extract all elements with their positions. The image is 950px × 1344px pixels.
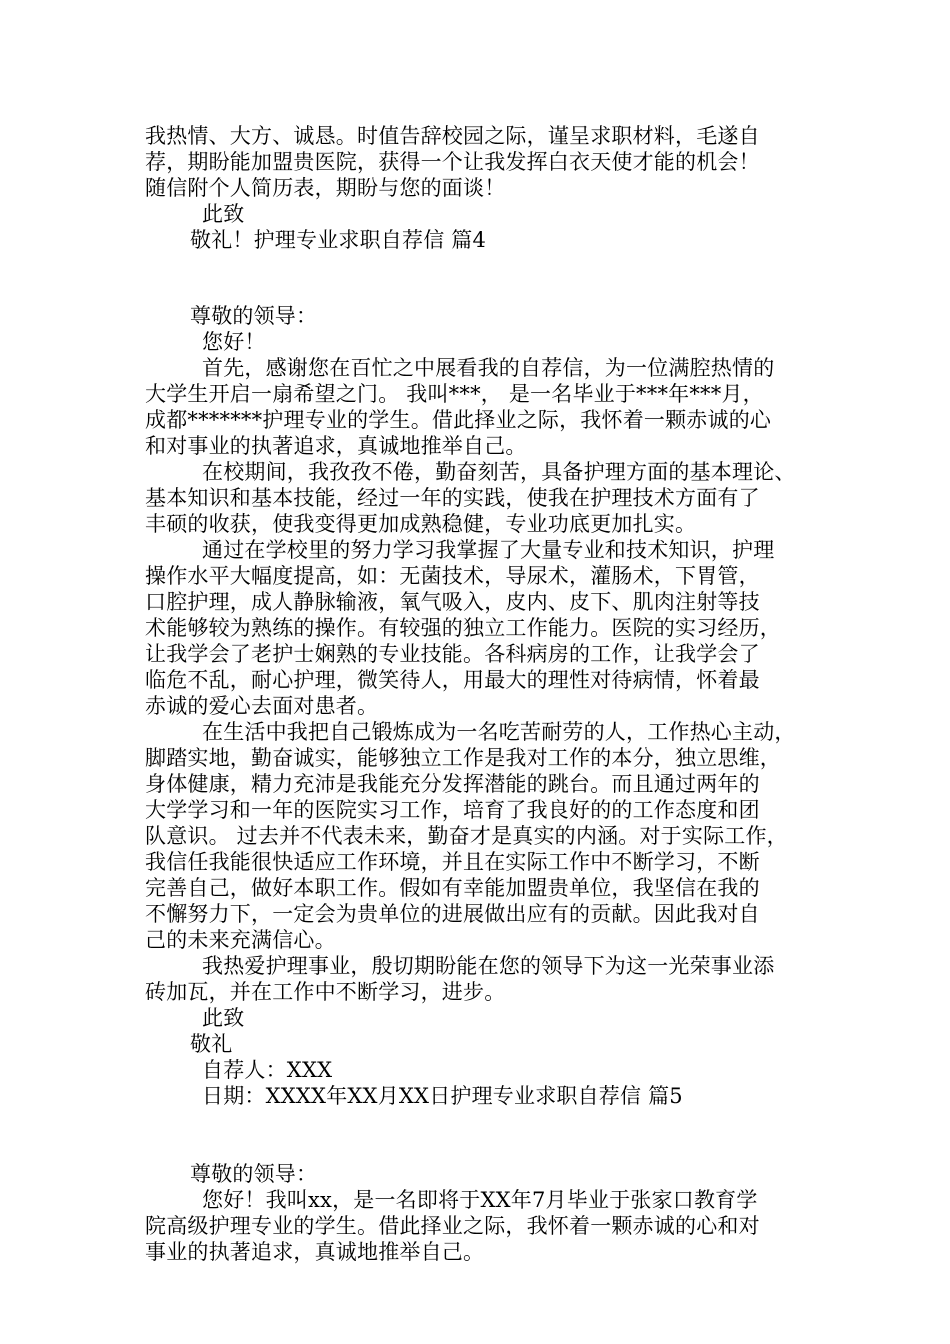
closing-line: 敬礼 xyxy=(190,1032,233,1056)
closing-line: 此致 xyxy=(202,202,245,226)
text-line: 脚踏实地，勤奋诚实，能够独立工作是我对工作的本分，独立思维， xyxy=(145,746,781,770)
text-line: 操作水平大幅度提高，如：无菌技术，导尿术，灌肠术，下胃管， xyxy=(145,564,760,588)
text-line: 院高级护理专业的学生。借此择业之际，我怀着一颗赤诚的心和对 xyxy=(145,1214,760,1238)
text-line: 丰硕的收获，使我变得更加成熟稳健，专业功底更加扎实。 xyxy=(145,512,697,536)
text-line: 不懈努力下，一定会为贵单位的进展做出应有的贡献。因此我对自 xyxy=(145,902,760,926)
text-line: 临危不乱，耐心护理，微笑待人，用最大的理性对待病情，怀着最 xyxy=(145,668,760,692)
salutation: 尊敬的领导： xyxy=(190,304,318,328)
text-line: 身体健康，精力充沛是我能充分发挥潜能的跳台。而且通过两年的 xyxy=(145,772,760,796)
text-line: 己的未来充满信心。 xyxy=(145,928,336,952)
greeting: 您好！ xyxy=(202,330,266,354)
signature-line: 自荐人：XXX xyxy=(202,1058,333,1082)
text-line: 随信附个人简历表，期盼与您的面谈！ xyxy=(145,176,506,200)
text-line: 术能够较为熟练的操作。有较强的独立工作能力。医院的实习经历， xyxy=(145,616,781,640)
text-line: 基本知识和基本技能，经过一年的实践，使我在护理技术方面有了 xyxy=(145,486,760,510)
closing-line: 此致 xyxy=(202,1006,245,1030)
text-line: 通过在学校里的努力学习我掌握了大量专业和技术知识，护理 xyxy=(202,538,775,562)
section-heading: 敬礼！护理专业求职自荐信 篇4 xyxy=(190,228,487,252)
text-line: 赤诚的爱心去面对患者。 xyxy=(145,694,379,718)
text-line: 完善自己，做好本职工作。假如有幸能加盟贵单位，我坚信在我的 xyxy=(145,876,760,900)
salutation: 尊敬的领导： xyxy=(190,1162,318,1186)
text-line: 在校期间，我孜孜不倦，勤奋刻苦，具备护理方面的基本理论、 xyxy=(202,460,796,484)
text-line: 荐，期盼能加盟贵医院，获得一个让我发挥白衣天使才能的机会！ xyxy=(145,150,760,174)
text-line: 砖加瓦，并在工作中不断学习，进步。 xyxy=(145,980,506,1004)
text-line: 队意识。 过去并不代表未来，勤奋才是真实的内涵。对于实际工作， xyxy=(145,824,788,848)
text-line: 让我学会了老护士娴熟的专业技能。各科病房的工作，让我学会了 xyxy=(145,642,760,666)
text-line: 我热爱护理事业，殷切期盼能在您的领导下为这一光荣事业添 xyxy=(202,954,775,978)
text-line: 口腔护理，成人静脉输液，氧气吸入，皮内、皮下、肌肉注射等技 xyxy=(145,590,760,614)
text-line: 事业的执著追求，真诚地推举自己。 xyxy=(145,1240,485,1264)
text-line: 您好！我叫xx，是一名即将于XX年7月毕业于张家口教育学 xyxy=(202,1188,758,1212)
text-line: 大学生开启一扇希望之门。 我叫***， 是一名毕业于***年***月， xyxy=(145,382,764,406)
date-line: 日期：XXXX年XX月XX日护理专业求职自荐信 篇5 xyxy=(202,1084,683,1108)
text-line: 和对事业的执著追求，真诚地推举自己。 xyxy=(145,434,527,458)
text-line: 我热情、大方、诚恳。时值告辞校园之际，谨呈求职材料，毛遂自 xyxy=(145,124,760,148)
text-line: 我信任我能很快适应工作环境，并且在实际工作中不断学习，不断 xyxy=(145,850,760,874)
text-line: 首先，感谢您在百忙之中展看我的自荐信，为一位满腔热情的 xyxy=(202,356,775,380)
text-line: 大学学习和一年的医院实习工作，培育了我良好的的工作态度和团 xyxy=(145,798,760,822)
text-line: 成都*******护理专业的学生。借此择业之际，我怀着一颗赤诚的心 xyxy=(145,408,772,432)
text-line: 在生活中我把自己锻炼成为一名吃苦耐劳的人，工作热心主动， xyxy=(202,720,796,744)
